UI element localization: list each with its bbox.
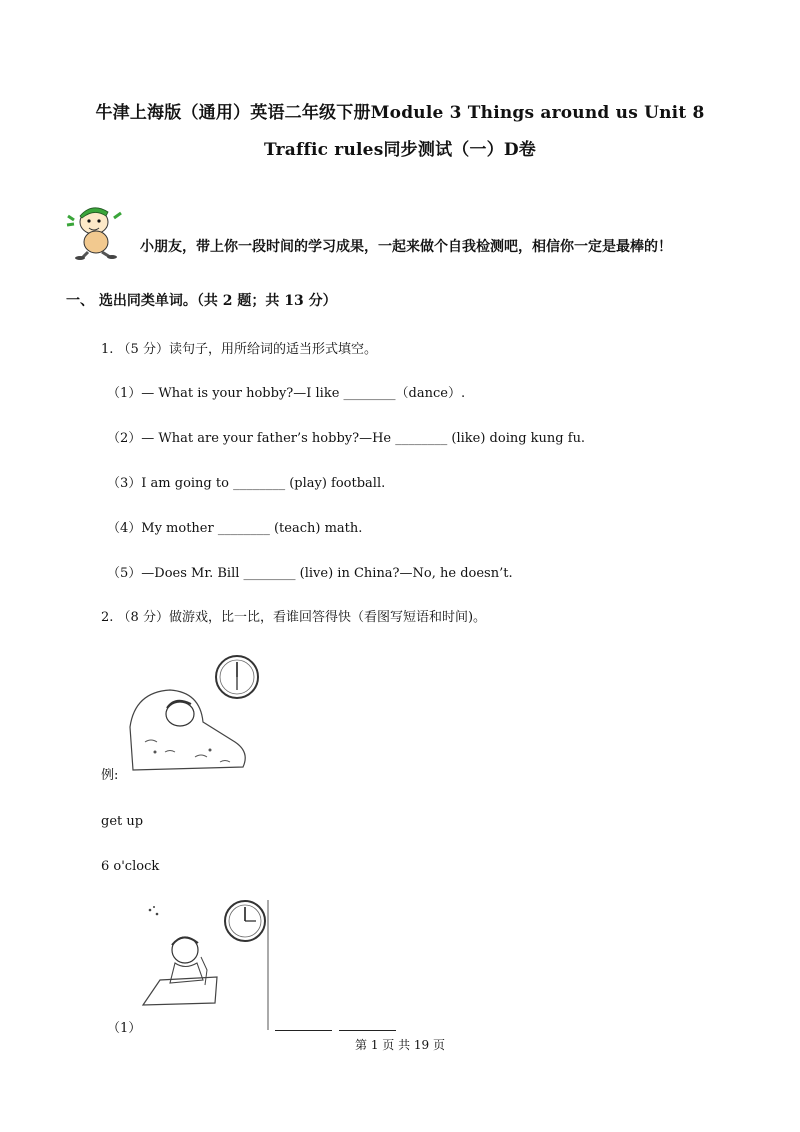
question-1-item: （4）My mother ________ (teach) math. [107, 521, 363, 536]
item-1-label: （1） [107, 1021, 142, 1036]
question-1-stem: 1. （5 分）读句子，用所给词的适当形式填空。 [101, 342, 377, 357]
question-1-item: （5）—Does Mr. Bill ________ (live) in China?—No, he doesn’t. [107, 566, 513, 581]
sleeping-child-clock-illustration [125, 652, 265, 780]
question-1-item: （3）I am going to ________ (play) football. [107, 476, 386, 491]
cartoon-boy-mascot-icon [62, 200, 132, 260]
document-title-line2: Traffic rules同步测试（一）D卷 [263, 140, 537, 160]
studying-child-clock-illustration [135, 895, 275, 1030]
question-1-item: （1）— What is your hobby?—I like ________（dance）. [107, 386, 466, 401]
example-phrase: get up [101, 814, 144, 829]
question-1-item: （2）— What are your father’s hobby?—He ________ (like) doing kung fu. [107, 431, 586, 446]
question-2-stem: 2. （8 分）做游戏，比一比，看谁回答得快（看图写短语和时间)。 [101, 610, 487, 625]
answer-blank-phrase[interactable] [275, 1016, 332, 1031]
section-heading: 一、 选出同类单词。（共 2 题；共 13 分） [66, 293, 337, 309]
intro-text: 小朋友，带上你一段时间的学习成果，一起来做个自我检测吧，相信你一定是最棒的！ [140, 239, 672, 255]
answer-blanks [275, 1016, 403, 1035]
example-label: 例: [101, 768, 119, 783]
answer-blank-time[interactable] [339, 1016, 396, 1031]
page-footer: 第 1 页 共 19 页 [355, 1038, 445, 1052]
example-time: 6 o'clock [101, 859, 160, 874]
document-title-line1: 牛津上海版（通用）英语二年级下册Module 3 Things around us Unit 8 [95, 103, 705, 123]
